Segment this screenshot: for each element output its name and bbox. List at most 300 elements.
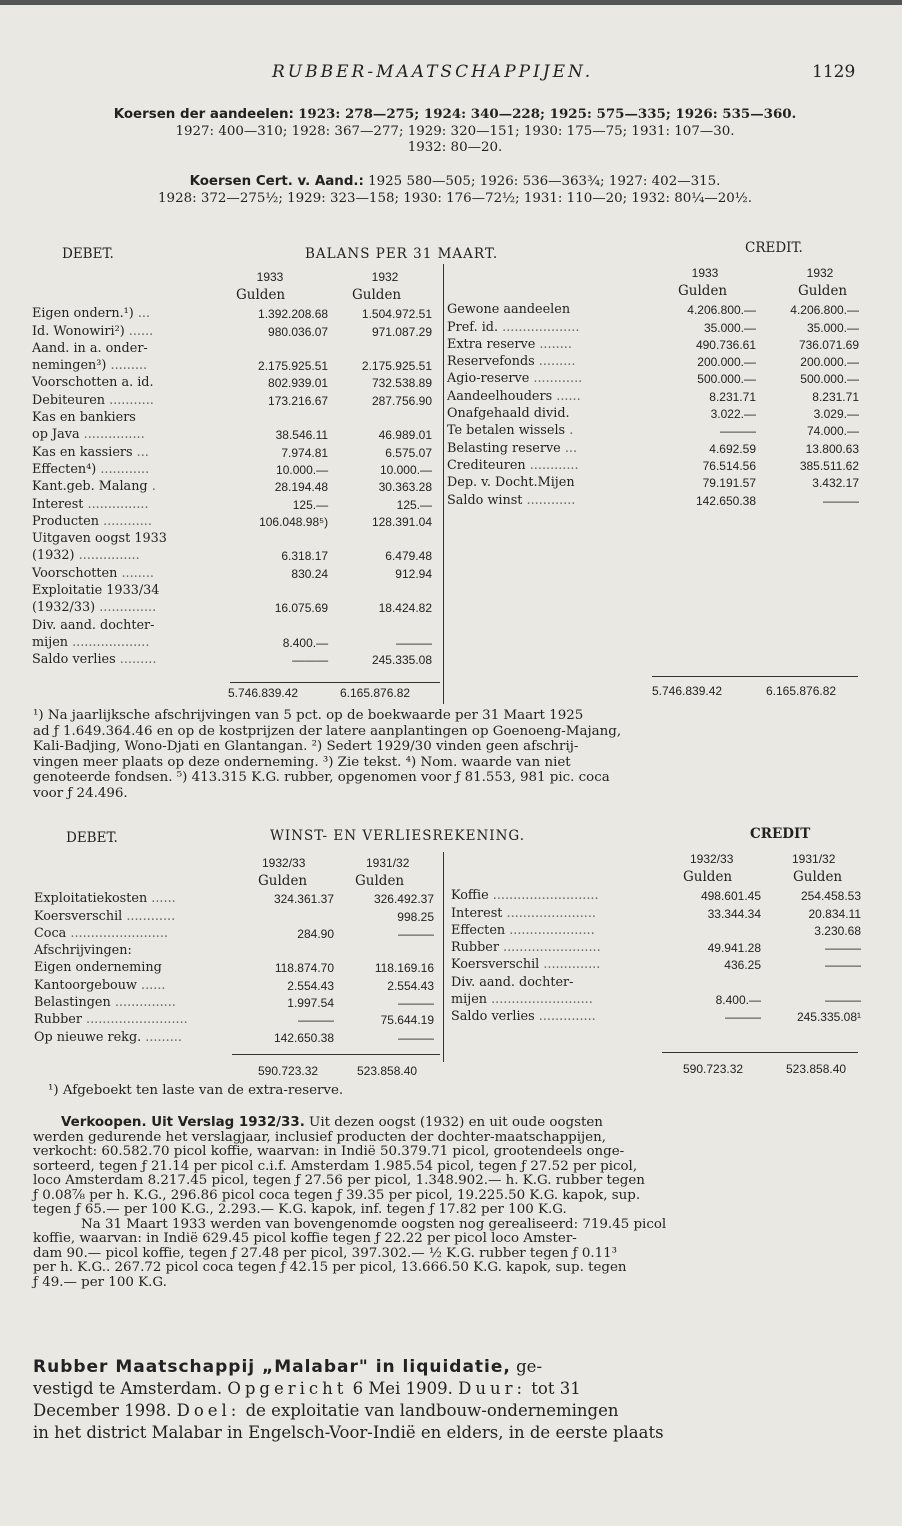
row-label: Id. Wonowiri²) [32, 323, 125, 339]
balans-divider [443, 264, 444, 704]
row-label: Rubber [451, 940, 499, 956]
table-row [32, 477, 432, 494]
value-cell: 980.036.07 [268, 324, 329, 339]
leader-dots: .............. [543, 957, 601, 973]
row-label: Uitgaven oogst 1933 [32, 531, 167, 547]
value-cell: 3.432.17 [812, 476, 859, 491]
value-cell: 33.344.34 [707, 906, 761, 921]
value-cell: 2.554.43 [287, 978, 334, 993]
table-row [32, 460, 432, 477]
row-label: Eigen onderneming [34, 960, 162, 976]
leader-dots: ............... [114, 995, 176, 1011]
leader-dots: .......................... [492, 888, 599, 904]
malabar-line3-start: December 1998. [33, 1401, 172, 1420]
value-cell: ——— [398, 1030, 434, 1045]
koersen-cert-block [40, 174, 870, 207]
leader-dots: ..................... [509, 922, 595, 938]
value-cell: 802.939.01 [268, 376, 329, 391]
balans-year-1933: 1933 [256, 270, 284, 284]
leader-dots: ............ [533, 371, 583, 387]
koersen-label: Koersen der aandeelen: [113, 107, 294, 122]
table-row [32, 512, 432, 529]
value-cell: 76.514.56 [702, 458, 756, 473]
leader-dots: ........ [539, 336, 572, 352]
value-cell: 200.000.— [800, 355, 859, 370]
value-cell: ——— [720, 424, 756, 439]
value-cell: 125.— [396, 497, 432, 512]
value-cell: 830.24 [291, 566, 329, 581]
value-cell: 4.692.59 [709, 441, 756, 456]
balans-footnotes [33, 708, 873, 801]
balans-credit-table [447, 300, 859, 508]
row-label: op Java [32, 427, 80, 443]
row-label: (1932/33) [32, 600, 96, 616]
value-cell: ——— [825, 993, 861, 1008]
leader-dots: ......... [538, 354, 576, 370]
value-cell: 35.000.— [703, 320, 756, 335]
table-row [451, 1007, 861, 1024]
value-cell: 6.479.48 [385, 549, 432, 564]
table-row [34, 993, 434, 1010]
leader-dots: ............... [78, 548, 140, 564]
leader-dots: ............ [103, 513, 152, 529]
leader-dots: ...... [128, 323, 154, 339]
winst-credit-total-1: 590.723.32 [683, 1062, 744, 1076]
malabar-doel-value: de exploitatie van landbouw-ondernemingen [245, 1401, 619, 1420]
leader-dots: ... [564, 440, 578, 456]
value-cell: 16.075.69 [274, 601, 329, 616]
value-cell: 142.650.38 [273, 1030, 334, 1045]
row-label: Debiteuren [32, 392, 106, 408]
balans-credit-label: CREDIT. [745, 240, 803, 256]
verkoopen-line: verkocht: 60.582.70 picol koffie, waarvan: in Indië 50.379.71 picol, grootendeels onge- [33, 1144, 625, 1159]
value-cell: 125.— [292, 497, 329, 512]
winst-unit-2: Gulden [355, 873, 405, 889]
table-row [32, 390, 432, 407]
row-label: Producten [32, 513, 99, 529]
leader-dots: ............ [529, 457, 579, 473]
koersen-line2: 1927: 400—310; 1928: 367—277; 1929: 320—151; 1930: 175—75; 1931: 107—30. [175, 123, 735, 139]
balans-note-line: voor ƒ 24.496. [33, 785, 128, 801]
koersen-cert-label: Koersen Cert. v. Aand.: [189, 174, 364, 189]
leader-dots: . [569, 423, 574, 439]
row-label: Kas en bankiers [32, 410, 136, 426]
value-cell: 3.022.— [710, 407, 756, 422]
value-cell [224, 529, 328, 546]
value-cell: 30.363.28 [378, 480, 432, 495]
running-head [0, 62, 902, 86]
row-label: Div. aand. dochter- [451, 974, 574, 990]
table-row [451, 938, 861, 955]
row-label: Afschrijvingen: [34, 943, 132, 959]
leader-dots: ............ [100, 461, 150, 477]
winst-credit-unit-1: Gulden [683, 869, 733, 885]
row-label: (1932) [32, 548, 75, 564]
winst-credit-year-1: 1932/33 [690, 852, 734, 866]
leader-dots: ......... [119, 652, 157, 668]
winst-credit-label: CREDIT [750, 826, 811, 842]
leader-dots: ................... [72, 634, 150, 650]
value-cell: ——— [398, 996, 434, 1011]
running-head-title: RUBBER-MAATSCHAPPIJEN. [272, 62, 594, 82]
malabar-line4: in het district Malabar in Engelsch-Voor-Indië en elders, in de eerste plaats [33, 1423, 664, 1442]
value-cell: 173.216.67 [268, 393, 329, 408]
balans-unit-1: Gulden [236, 287, 286, 303]
value-cell: ——— [725, 1010, 761, 1025]
leader-dots: ............... [87, 496, 149, 512]
value-cell [334, 941, 434, 958]
row-label: Koersverschil [34, 908, 123, 924]
value-cell [328, 615, 432, 632]
verkoopen-line: Na 31 Maart 1933 werden van bovengenomde oogsten nog gerealiseerd: 719.45 picol [81, 1216, 667, 1232]
row-label: Belasting reserve [447, 440, 561, 456]
value-cell: 7.974.81 [281, 445, 329, 460]
row-label: Saldo winst [447, 492, 523, 508]
balans-credit-unit-2: Gulden [798, 283, 848, 299]
table-row [32, 581, 432, 598]
winst-title: WINST- EN VERLIESREKENING. [270, 828, 526, 844]
table-row [34, 1027, 434, 1044]
table-row [447, 335, 859, 352]
balans-credit-total-rule [652, 676, 858, 677]
row-label: Kant.geb. Malang [32, 479, 148, 495]
value-cell: 500.000.— [697, 372, 756, 387]
table-row [32, 563, 432, 580]
value-cell: 8.231.71 [812, 389, 859, 404]
scan-edge [0, 0, 902, 5]
value-cell: 1.392.208.68 [258, 307, 329, 322]
value-cell: 326.492.37 [373, 892, 434, 907]
table-row [34, 941, 434, 958]
table-row [447, 386, 859, 403]
value-cell: ——— [825, 941, 861, 956]
value-cell [661, 921, 761, 938]
leader-dots: ... [137, 306, 151, 322]
table-row [32, 408, 432, 425]
row-label: mijen [32, 634, 69, 650]
table-row [34, 975, 434, 992]
table-row [34, 924, 434, 941]
leader-dots: ...... [141, 977, 166, 993]
table-row [34, 889, 434, 906]
value-cell: 2.175.925.51 [258, 359, 329, 374]
table-row [447, 473, 859, 490]
koersen-line3: 1932: 80—20. [407, 140, 503, 155]
value-cell [224, 615, 328, 632]
table-row [447, 421, 859, 438]
leader-dots: ........... [109, 392, 154, 408]
malabar-name: Rubber Maatschappij „Malabar" in liquidatie, [33, 1357, 511, 1377]
table-row [447, 300, 859, 317]
value-cell: 75.644.19 [380, 1013, 434, 1028]
leader-dots: . [151, 479, 156, 495]
table-row [32, 304, 432, 321]
value-cell: 6.318.17 [281, 549, 329, 564]
value-cell: 118.874.70 [274, 961, 334, 976]
winst-year-2: 1931/32 [366, 856, 410, 870]
balans-title: BALANS PER 31 MAART. [305, 246, 499, 262]
leader-dots: .............. [538, 1009, 596, 1025]
value-cell: 3.230.68 [814, 923, 861, 938]
row-label: Voorschotten a. id. [32, 375, 154, 391]
leader-dots: ........................ [70, 925, 169, 941]
table-row [32, 633, 432, 650]
leader-dots: ........ [121, 565, 154, 581]
table-row [447, 490, 859, 507]
koersen-cert-line2: 1928: 372—275½; 1929: 323—158; 1930: 176—72½; 1931: 110—20; 1932: 80¼—20½. [158, 190, 752, 206]
value-cell: 38.546.11 [275, 428, 329, 443]
row-label: Kas en kassiers [32, 444, 133, 460]
balans-note-line: ad ƒ 1.649.364.46 en op de kostprijzen der latere aanplantingen op Goenoeng-Majang, [33, 723, 622, 739]
value-cell: ——— [396, 635, 432, 650]
balans-debet-label: DEBET. [62, 246, 114, 262]
leader-dots: ...... [556, 388, 581, 404]
value-cell: 971.087.29 [371, 324, 432, 339]
value-cell: 385.511.62 [799, 458, 859, 473]
row-label: Rubber [34, 1012, 82, 1028]
value-cell: 74.000.— [806, 424, 859, 439]
malabar-opgericht-label: Opgericht [227, 1379, 348, 1398]
row-label: Gewone aandeelen [447, 302, 571, 318]
value-cell: 79.191.57 [702, 476, 756, 491]
table-row [34, 1010, 434, 1027]
value-cell: ——— [825, 958, 861, 973]
table-row [451, 972, 861, 989]
value-cell: 287.756.90 [371, 393, 432, 408]
value-cell [328, 408, 432, 425]
row-label: Aandeelhouders [447, 388, 553, 404]
balans-credit-year-1933: 1933 [691, 266, 719, 280]
value-cell [224, 408, 328, 425]
value-cell: 912.94 [395, 566, 432, 581]
value-cell: 998.25 [397, 909, 434, 924]
table-row [32, 321, 432, 338]
winst-credit-total-rule [662, 1052, 858, 1053]
malabar-duur-value: tot 31 [531, 1379, 581, 1398]
leader-dots: ......... [145, 1029, 182, 1045]
winst-debet-total-rule [232, 1054, 440, 1055]
table-row [32, 339, 432, 356]
table-row [447, 369, 859, 386]
balans-note-line: genoteerde fondsen. ⁵) 413.315 K.G. rubber, opgenomen voor ƒ 81.553, 981 pic. coca [33, 770, 610, 785]
row-label: Eigen ondern.¹) [32, 306, 134, 322]
verkoopen-line: Uit dezen oogst (1932) en uit oude oogsten [309, 1115, 603, 1130]
table-row [447, 438, 859, 455]
value-cell: 254.458.53 [800, 889, 861, 904]
value-cell: 128.391.04 [371, 514, 432, 529]
malabar-doel-label: Doel: [176, 1401, 241, 1420]
table-row [451, 921, 861, 938]
leader-dots: ................... [502, 319, 580, 335]
value-cell: 13.800.63 [805, 441, 859, 456]
value-cell: 46.989.01 [378, 428, 432, 443]
table-row [451, 955, 861, 972]
balans-debet-total-1933: 5.746.839.42 [228, 686, 299, 700]
table-row [32, 373, 432, 390]
row-label: Belastingen [34, 995, 111, 1011]
leader-dots: ......... [110, 358, 148, 374]
value-cell: 324.361.37 [273, 892, 334, 907]
row-label: Exploitatiekosten [34, 891, 148, 907]
verkoopen-line: loco Amsterdam 8.217.45 picol, tegen ƒ 27.56 per picol, 1.348.902.— h. K.G. rubber tegen [33, 1173, 645, 1188]
value-cell: 200.000.— [697, 355, 756, 370]
row-label: Kantoorgebouw [34, 977, 137, 993]
value-cell: 436.25 [724, 958, 761, 973]
value-cell: 10.000.— [276, 462, 329, 477]
table-row [32, 546, 432, 563]
value-cell: 1.997.54 [287, 996, 334, 1011]
value-cell: 8.400.— [715, 993, 761, 1008]
balans-unit-2: Gulden [352, 287, 402, 303]
verkoopen-section [33, 1116, 865, 1290]
value-cell: 8.231.71 [709, 389, 756, 404]
table-row [447, 404, 859, 421]
winst-credit-table [451, 886, 861, 1024]
table-row [447, 456, 859, 473]
table-row [447, 352, 859, 369]
leader-dots: ...... [151, 891, 176, 907]
winst-debet-label: DEBET. [66, 830, 118, 846]
value-cell: 245.335.08 [371, 653, 432, 668]
leader-dots: ......................... [86, 1012, 188, 1028]
table-row [451, 886, 861, 903]
table-row [32, 598, 432, 615]
leader-dots: ... [136, 444, 149, 460]
row-label: Effecten [451, 922, 506, 938]
koersen-values: 1923: 278—275; 1924: 340—228; 1925: 575—335; 1926: 535—360. [298, 106, 797, 122]
row-label: mijen [451, 992, 488, 1008]
koersen-cert-values: 1925 580—505; 1926: 536—363¾; 1927: 402—315. [368, 174, 721, 189]
value-cell: 8.400.— [282, 635, 329, 650]
value-cell: ——— [398, 926, 434, 941]
balans-credit-total-1933: 5.746.839.42 [652, 684, 723, 698]
row-label: Extra reserve [447, 336, 536, 352]
row-label: Effecten⁴) [32, 461, 97, 477]
balans-note-line: vingen meer plaats op deze onderneming. ³) Zie tekst. ⁴) Nom. waarde van niet [33, 754, 571, 770]
value-cell [661, 972, 761, 989]
row-label: Koffie [451, 888, 489, 904]
winst-credit-total-2: 523.858.40 [786, 1062, 847, 1076]
table-row [34, 906, 434, 923]
table-row [32, 425, 432, 442]
table-row [32, 529, 432, 546]
row-label: Voorschotten [32, 565, 118, 581]
verkoopen-heading: Verkoopen. Uit Verslag 1932/33. [61, 1115, 305, 1130]
value-cell: 142.650.38 [695, 493, 756, 508]
leader-dots: .............. [99, 600, 157, 616]
table-row [451, 990, 861, 1007]
value-cell [234, 941, 334, 958]
leader-dots: ............ [126, 908, 176, 924]
table-row [32, 442, 432, 459]
page-number: 1129 [812, 62, 856, 82]
row-label: Reservefonds [447, 354, 535, 370]
value-cell: 732.538.89 [371, 376, 432, 391]
verkoopen-line: per h. K.G.. 267.72 picol coca tegen ƒ 42.15 per picol, 13.666.50 K.G. kapok, sup. tegen [33, 1260, 627, 1275]
leader-dots: ......................... [491, 992, 593, 1008]
value-cell: 2.554.43 [387, 978, 434, 993]
table-row [32, 650, 432, 667]
table-row [32, 356, 432, 373]
row-label: Div. aand. dochter- [32, 617, 155, 633]
malabar-line2: vestigd te Amsterdam. [33, 1379, 223, 1398]
value-cell: 500.000.— [800, 372, 859, 387]
verkoopen-line: ƒ 49.— per 100 K.G. [33, 1274, 167, 1290]
row-label: Pref. id. [447, 319, 499, 335]
value-cell: 498.601.45 [700, 889, 761, 904]
value-cell: 736.071.69 [798, 337, 859, 352]
table-row [451, 903, 861, 920]
winst-credit-unit-2: Gulden [793, 869, 843, 885]
leader-dots: ............ [526, 492, 576, 508]
balans-year-1932: 1932 [371, 270, 399, 284]
value-cell [328, 339, 432, 356]
value-cell: ——— [292, 653, 329, 668]
value-cell: 6.575.07 [385, 445, 432, 460]
value-cell: 2.175.925.51 [361, 359, 432, 374]
leader-dots: ............... [83, 427, 145, 443]
value-cell: 245.335.08¹ [796, 1010, 861, 1025]
row-label: Coca [34, 925, 67, 941]
row-label: Saldo verlies [451, 1009, 535, 1025]
row-label: nemingen³) [32, 358, 107, 374]
malabar-duur-label: Duur: [458, 1379, 527, 1398]
row-label: Aand. in a. onder- [32, 340, 148, 356]
verkoopen-line: dam 90.— picol koffie, tegen ƒ 27.48 per picol, 397.302.— ½ K.G. rubber tegen ƒ 0.11³ [33, 1245, 618, 1261]
row-label: Te betalen wissels [447, 423, 566, 439]
value-cell: 10.000.— [379, 462, 432, 477]
value-cell: 118.169.16 [374, 961, 434, 976]
value-cell: 4.206.800.— [687, 303, 756, 318]
verkoopen-line: werden gedurende het verslagjaar, inclusief producten der dochter-maatschappijen, [33, 1129, 606, 1145]
table-row [32, 494, 432, 511]
balans-debet-total-1932: 6.165.876.82 [340, 686, 411, 700]
winst-footnote: ¹) Afgeboekt ten laste van de extra-reserve. [48, 1083, 344, 1098]
winst-credit-year-2: 1931/32 [792, 852, 836, 866]
value-cell [761, 972, 861, 989]
value-cell: 49.941.28 [707, 941, 761, 956]
value-cell: 28.194.48 [274, 480, 329, 495]
verkoopen-line: koffie, waarvan: in Indië 629.45 picol koffie tegen ƒ 22.22 per picol loco Amster- [33, 1231, 577, 1246]
value-cell [224, 339, 328, 356]
value-cell: 4.206.800.— [790, 303, 859, 318]
verkoopen-line: ƒ 0.08⅞ per h. K.G., 296.86 picol coca tegen ƒ 39.35 per picol, 19.225.50 K.G. kapok, sup. [33, 1187, 641, 1203]
value-cell [234, 906, 334, 923]
value-cell: 490.736.61 [695, 337, 756, 352]
balans-note-line: ¹) Na jaarlijksche afschrijvingen van 5 pct. op de boekwaarde per 31 Maart 1925 [33, 708, 584, 723]
value-cell [328, 581, 432, 598]
winst-year-1: 1932/33 [262, 856, 306, 870]
koersen-block [40, 106, 870, 157]
row-label: Crediteuren [447, 457, 526, 473]
winst-debet-total-1: 590.723.32 [258, 1064, 319, 1078]
winst-debet-table [34, 889, 434, 1045]
malabar-line1-rest: ge- [516, 1357, 543, 1376]
leader-dots: ........................ [503, 940, 601, 956]
table-row [447, 317, 859, 334]
row-label: Agio-reserve [447, 371, 530, 387]
malabar-opgericht-value: 6 Mei 1909. [352, 1379, 453, 1398]
row-label: Onafgehaald divid. [447, 406, 570, 422]
value-cell: 3.029.— [813, 407, 859, 422]
table-row [34, 958, 434, 975]
row-label: Exploitatie 1933/34 [32, 583, 160, 599]
table-row [32, 615, 432, 632]
winst-debet-total-2: 523.858.40 [357, 1064, 418, 1078]
row-label: Op nieuwe rekg. [34, 1029, 142, 1045]
value-cell: 18.424.82 [378, 601, 432, 616]
winst-divider [443, 852, 444, 1062]
